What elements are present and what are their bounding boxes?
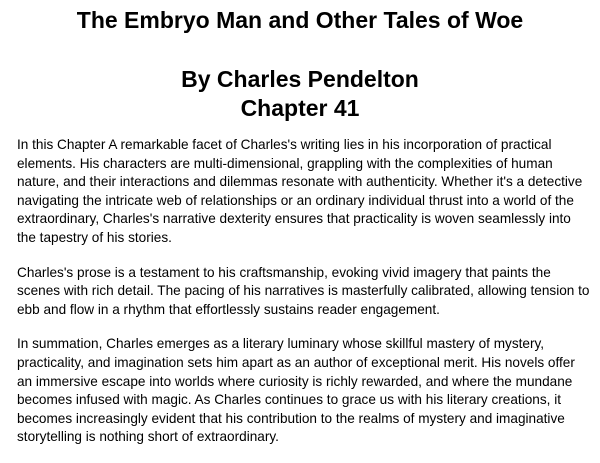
paragraph: Charles's prose is a testament to his craftsmanship, evoking vivid imagery that paints the scenes with rich detail. The pacing of his narratives is masterfully calibrated, allowing tension to ebb and flow in a rhythm that effortlessly sustains reader engagement. [17, 264, 590, 317]
paragraph: In this Chapter A remarkable facet of Charles's writing lies in his incorporation of practical elements. His characters are multi-dimensional, grappling with the complexities of human nature, and their interactions and dilemmas resonate with authenticity. Whether it's a detective navigating the intricate web of relationships or an ordinary individual thrust into a world of the extraordinary, Charles's narrative dexterity ensures that practicality is woven seamlessly into the tapestry of his stories. [17, 137, 583, 245]
chapter-heading: Chapter 41 [240, 95, 360, 121]
chapter-body [17, 136, 591, 463]
book-title: The Embryo Man and Other Tales of Woe [76, 7, 524, 33]
paragraph: In summation, Charles emerges as a literary luminary whose skillful mastery of mystery, practicality, and imagination sets him apart as an author of exceptional merit. His novels offer an immersive escape into worlds where curiosity is richly rewarded, and where the mundane becomes infused with magic. As Charles continues to grace us with his literary creations, it becomes increasingly evident that his contribution to the realms of mystery and imaginative storytelling is nothing short of extraordinary. [17, 336, 575, 445]
author-byline: By Charles Pendelton [181, 66, 419, 92]
